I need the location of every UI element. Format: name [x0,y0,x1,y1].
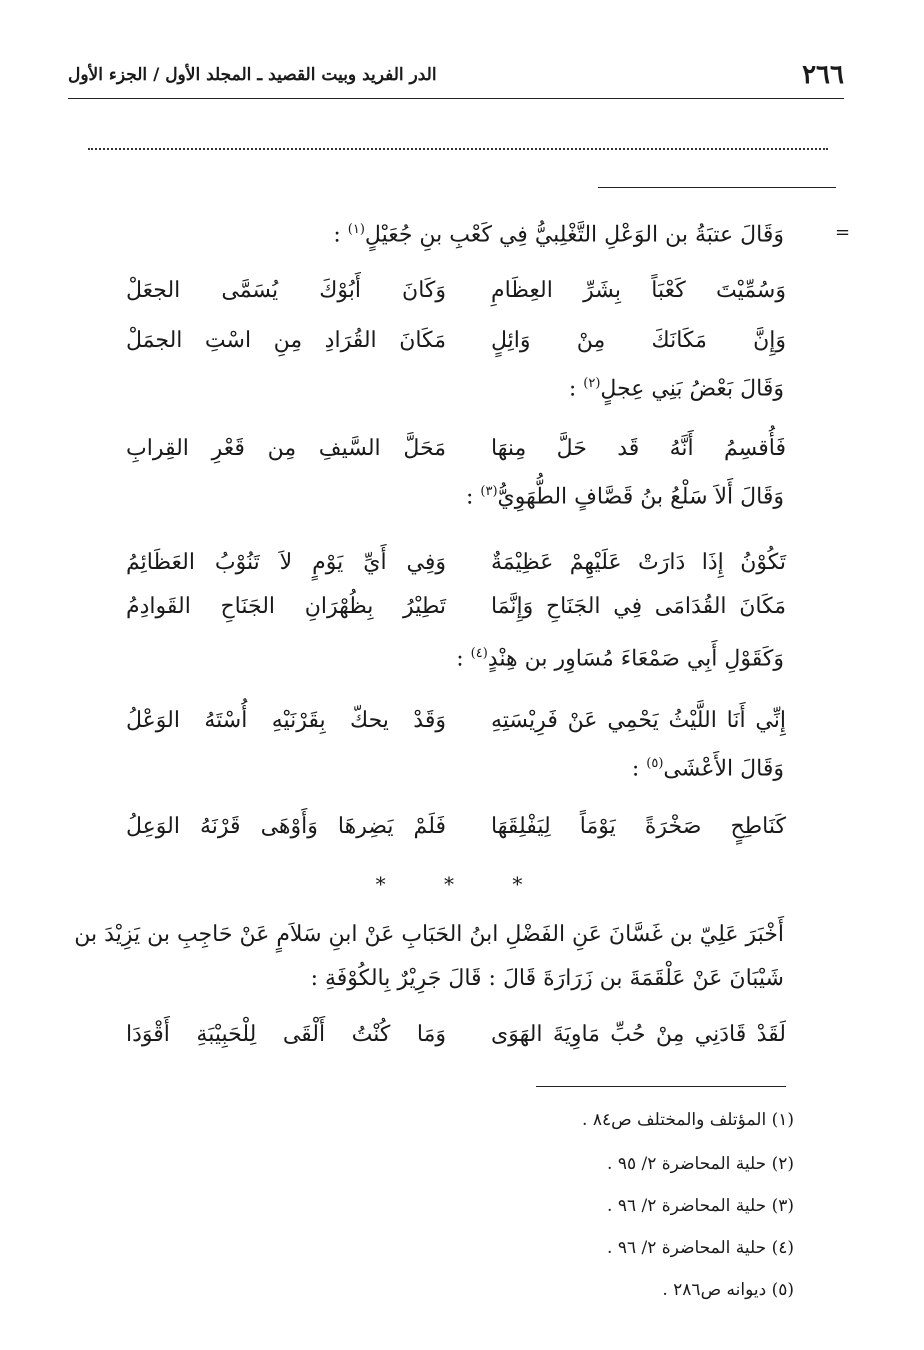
footnote: (٣) حلية المحاضرة ٢/ ٩٦ . [607,1196,794,1216]
footnote-ref: (٣) [480,484,498,499]
second-hemistich: وَمَا كُنْتُ أَلْقَى لِلْحَبِيْبَةِ أَقْوَدَا [126,1021,446,1047]
dotted-separator [88,148,828,150]
poem-intro [632,756,784,781]
first-hemistich: وَإِنَّ مَكَانَكَ مِنْ وَائِلٍ [491,327,786,353]
page-number: ٢٦٦ [802,60,844,90]
header-rule [68,98,844,99]
running-title: الدر الفريد وبيت القصيد ـ المجلد الأول / الجزء الأول [68,65,437,85]
section-divider-stars: * * * [375,872,549,896]
intro-colon: : [333,222,341,248]
first-hemistich: لَقَدْ قَادَنِي مِنْ حُبِّ مَاوِيَةَ الهَوَى [491,1021,786,1047]
second-hemistich: مَكَانَ القُرَادِ مِنِ اسْتِ الجمَلْ [126,327,446,353]
intro-colon: : [631,756,640,782]
poem-intro [569,376,784,401]
intro-text: وَكَقَوْلِ أَبِي صَمْعَاءَ مُسَاوِر بن هِنْدٍ [487,646,784,672]
second-hemistich: مَحَلَّ السَّيفِ مِن قَعْرِ القِرابِ [126,435,446,461]
verse-line [126,1014,786,1054]
second-hemistich: وَفِي أَيِّ يَوْمٍ لاَ تَنُوْبُ العَظَائِمُ [126,549,446,575]
page-header [68,52,844,98]
verse-line [126,586,786,626]
footnote-rule [536,1086,786,1087]
poem-intro [466,484,784,509]
second-hemistich: وَقَدْ يحكّ بِقَرْنَيْهِ أُسْتَهُ الوَعْلُ [126,707,446,733]
intro-text: وَقَالَ عتبَةُ بن الوَعْلِ التَّغْلِبيُّ فِي كَعْبِ بنِ جُعَيْلٍ [364,222,784,248]
footnote-ref: (٤) [470,646,488,661]
verse-line [126,320,786,360]
second-hemistich: تَطِيْرُ بِظُهْرَانِ الجَنَاحِ القَوادِمُ [126,593,446,619]
footnote-ref: (٢) [583,376,601,391]
verse-line [126,700,786,740]
footnote: (٥) ديوانه ص٢٨٦ . [662,1280,794,1300]
verse-line [126,806,786,846]
intro-colon: : [465,484,474,510]
margin-mark: = [835,222,851,243]
second-hemistich: فَلَمْ يَضِرهَا وَأَوْهَى قَرْنَهُ الوَعِلُ [126,813,446,839]
first-hemistich: كَنَاطِحٍ صَخْرَةً يَوْمَاً لِيَفْلِقَهَا [491,813,786,839]
intro-colon: : [456,646,464,672]
footnote: (١) المؤتلف والمختلف ص٨٤ . [582,1110,794,1130]
intro-text: وَقَالَ بَعْضُ بَنِي عِجلٍ [600,376,784,402]
intro-text: وَقَالَ أَلاَ سَلْعُ بنُ قَصَّافٍ الطُّهَوِيُّ [497,484,784,510]
footnote: (٢) حلية المحاضرة ٢/ ٩٥ . [607,1154,794,1174]
prose-line: شَيْبَانَ عَنْ عَلْقَمَةَ بن زَرَارَةَ قَالَ : قَالَ جَرِيْرٌ بِالكُوْفَةِ : [310,966,784,991]
intro-colon: : [568,376,577,402]
verse-line [126,428,786,468]
poem-intro [333,222,784,247]
first-hemistich: إِنِّي أَنَا اللَّيْثُ يَحْمِي عَنْ فَرِيْسَتِهِ [491,707,786,733]
continuation-rule [598,187,836,188]
first-hemistich: فَأُقسِمُ أَنَّهُ قَد حَلَّ مِنهَا [491,435,786,461]
verse-line [126,542,786,582]
first-hemistich: مَكَانَ القُدَامَى فِي الجَنَاحِ وَإِنَّمَا [491,593,786,619]
footnote-ref: (١) [347,222,365,237]
prose-line: أَخْبَرَ عَلِيّ بن غَسَّانَ عَنِ الفَضْلِ ابنُ الحَبَابِ عَنْ ابنِ سَلاَمٍ عَنْ حَاجِبِ بن يَزِيْدَ بن [74,922,784,947]
footnote: (٤) حلية المحاضرة ٢/ ٩٦ . [607,1238,794,1258]
poem-intro [456,646,784,671]
first-hemistich: وَسُمِّيْتَ كَعْبَاً بِشَرِّ العِظَامِ [491,277,786,303]
verse-line [126,270,786,310]
second-hemistich: وَكَانَ أَبُوْكَ يُسَمَّى الجعَلْ [126,277,446,303]
first-hemistich: تَكُوْنُ إِذَا دَارَتْ عَلَيْهِمْ عَظِيْمَةٌ [491,549,786,575]
intro-text: وَقَالَ الأَعْشَى [663,756,784,782]
footnote-ref: (٥) [646,756,664,771]
